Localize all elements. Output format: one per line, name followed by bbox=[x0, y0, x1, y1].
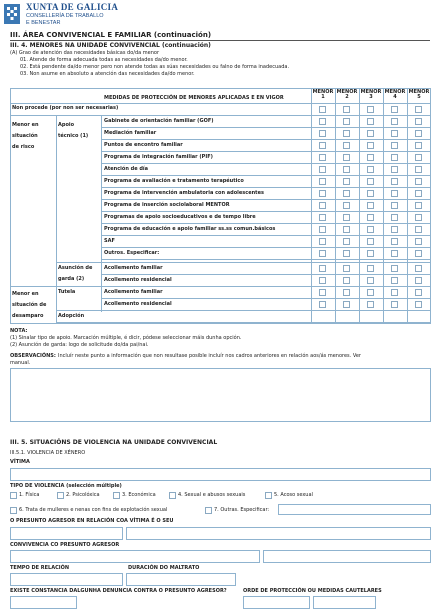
measure-checkbox-menor-5[interactable] bbox=[415, 118, 422, 125]
measure-checkbox-menor-3[interactable] bbox=[367, 238, 374, 245]
apoio-label: Apoio técnico (1) bbox=[58, 122, 89, 139]
col-sep bbox=[311, 88, 312, 103]
row-sep bbox=[10, 103, 431, 104]
measure-checkbox-menor-5[interactable] bbox=[415, 214, 422, 221]
group-sep bbox=[56, 262, 431, 263]
measure-checkbox-menor-1[interactable] bbox=[319, 301, 326, 308]
measure-checkbox-menor-2[interactable] bbox=[343, 301, 350, 308]
measure-checkbox-menor-5[interactable] bbox=[415, 250, 422, 257]
grado-option-3: 03. Non asume en absoluto a atención das necesidades da/do menor. bbox=[20, 71, 195, 77]
measure-checkbox-menor-4[interactable] bbox=[391, 118, 398, 125]
measure-row-label: Acollemento familiar bbox=[104, 264, 163, 271]
measure-checkbox-menor-1[interactable] bbox=[319, 202, 326, 209]
type-2-checkbox[interactable] bbox=[57, 492, 64, 499]
row-sep bbox=[101, 139, 431, 140]
type-4-label: 4. Sexual e abusos sexuais bbox=[178, 492, 246, 498]
agresor-field-2[interactable] bbox=[126, 527, 431, 540]
measure-checkbox-menor-2[interactable] bbox=[343, 202, 350, 209]
non-procede-label: Non procede (por non ser necesarias) bbox=[12, 105, 119, 111]
menor-col-4: MENOR 4 bbox=[384, 89, 406, 100]
type-6-label: 6. Trata de mulleres e nenas con fins de explotación sexual bbox=[19, 507, 168, 513]
row-sep bbox=[101, 310, 431, 311]
victima-label: VÍTIMA bbox=[10, 459, 30, 465]
measure-checkbox-menor-1[interactable] bbox=[319, 190, 326, 197]
non-procede-checkbox-menor-4[interactable] bbox=[391, 106, 398, 113]
measure-row-label: Programa de integración familiar (PIF) bbox=[104, 153, 213, 160]
orde-field-1[interactable] bbox=[243, 596, 310, 609]
row-sep bbox=[101, 163, 431, 164]
observations-label: OBSERVACIÓNS: bbox=[10, 353, 56, 359]
desamparo-label: Menor en situación de desamparo bbox=[12, 291, 47, 319]
measure-checkbox-menor-3[interactable] bbox=[367, 118, 374, 125]
row-sep bbox=[101, 274, 431, 275]
measure-checkbox-menor-1[interactable] bbox=[319, 250, 326, 257]
col-sep bbox=[359, 103, 360, 324]
measure-checkbox-menor-2[interactable] bbox=[343, 226, 350, 233]
measure-checkbox-menor-2[interactable] bbox=[343, 118, 350, 125]
measure-checkbox-menor-4[interactable] bbox=[391, 226, 398, 233]
measure-checkbox-menor-1[interactable] bbox=[319, 277, 326, 284]
tipo-label: TIPO DE VIOLENCIA (selección múltiple) bbox=[10, 483, 122, 489]
measure-checkbox-menor-4[interactable] bbox=[391, 142, 398, 149]
measure-checkbox-menor-3[interactable] bbox=[367, 142, 374, 149]
measure-row-label: Atención de día bbox=[104, 165, 149, 172]
measure-checkbox-menor-4[interactable] bbox=[391, 202, 398, 209]
menor-col-3: MENOR 3 bbox=[360, 89, 382, 100]
type-7-label: 7. Outras. Especificar: bbox=[214, 507, 270, 513]
row-sep bbox=[56, 322, 431, 323]
measure-checkbox-menor-3[interactable] bbox=[367, 130, 374, 137]
measure-checkbox-menor-1[interactable] bbox=[319, 178, 326, 185]
measure-checkbox-menor-4[interactable] bbox=[391, 250, 398, 257]
agresor-label: O PRESUNTO AGRESOR EN RELACIÓN COA VÍTIMA É O SEU bbox=[10, 518, 174, 524]
grado-option-1: 01. Atende de forma adecuada todas as necesidades da/do menor. bbox=[20, 57, 188, 63]
measure-row-label: Programa de avaliación e tratamento terapéutico bbox=[104, 177, 244, 184]
tempo-label: TEMPO DE RELACIÓN bbox=[10, 565, 70, 571]
measure-checkbox-menor-4[interactable] bbox=[391, 154, 398, 161]
measure-checkbox-menor-2[interactable] bbox=[343, 130, 350, 137]
row-sep bbox=[101, 151, 431, 152]
row-sep bbox=[101, 223, 431, 224]
measure-checkbox-menor-2[interactable] bbox=[343, 289, 350, 296]
observations-hint-2: manual. bbox=[10, 360, 31, 366]
measure-checkbox-menor-1[interactable] bbox=[319, 289, 326, 296]
measure-checkbox-menor-4[interactable] bbox=[391, 265, 398, 272]
section-title: III. ÁREA CONVIVENCIAL E FAMILIAR (continuación) bbox=[10, 31, 212, 39]
measure-checkbox-menor-5[interactable] bbox=[415, 226, 422, 233]
row-sep bbox=[10, 115, 431, 116]
row-sep bbox=[101, 127, 431, 128]
non-procede-checkbox-menor-5[interactable] bbox=[415, 106, 422, 113]
col-sep bbox=[335, 103, 336, 324]
row-sep bbox=[101, 211, 431, 212]
measure-checkbox-menor-5[interactable] bbox=[415, 130, 422, 137]
col-sep bbox=[311, 103, 312, 324]
notes-label: NOTA: bbox=[10, 328, 28, 334]
measure-checkbox-menor-1[interactable] bbox=[319, 154, 326, 161]
section35-title: III. 5. SITUACIÓNS DE VIOLENCIA NA UNIDADE CONVIVENCIAL bbox=[10, 439, 218, 446]
measure-row-label: Programa de educación e apoio familiar ss.ss comun.básicos bbox=[104, 225, 276, 232]
denuncia-field[interactable] bbox=[10, 596, 77, 609]
measure-checkbox-menor-1[interactable] bbox=[319, 118, 326, 125]
col-sep bbox=[407, 88, 408, 103]
measure-checkbox-menor-3[interactable] bbox=[367, 214, 374, 221]
grado-option-2: 02. Está pendente da/do menor pero non atende todas as súas necesidades ou falno de forma inadecuada. bbox=[20, 64, 290, 70]
measure-checkbox-menor-3[interactable] bbox=[367, 166, 374, 173]
row-sep bbox=[101, 298, 431, 299]
measure-row-label: Gabinete de orientación familiar (GOF) bbox=[104, 117, 214, 124]
measure-checkbox-menor-2[interactable] bbox=[343, 154, 350, 161]
measure-checkbox-menor-3[interactable] bbox=[367, 277, 374, 284]
orde-label: ORDE DE PROTECCIÓN OU MEDIDAS CAUTELARES bbox=[243, 588, 382, 594]
orde-field-2[interactable] bbox=[313, 596, 376, 609]
type-5-checkbox[interactable] bbox=[265, 492, 272, 499]
note-2: (2) Asunción de garda: logo de solicitude do/da pai/nai. bbox=[10, 342, 149, 348]
row-sep bbox=[101, 259, 431, 260]
col-sep bbox=[56, 115, 57, 324]
type-7-checkbox[interactable] bbox=[205, 507, 212, 514]
col-sep bbox=[359, 88, 360, 103]
type-2-label: 2. Psicolóxica bbox=[66, 492, 100, 498]
measure-row-label: Mediación familiar bbox=[104, 129, 157, 136]
type-5-label: 5. Acoso sexual bbox=[274, 492, 313, 498]
measure-row-label: Programa de intervención ambulatoria con adolescentes bbox=[104, 189, 264, 196]
convivencia-field-1[interactable] bbox=[10, 550, 260, 563]
dept-line-2: E BENESTAR bbox=[26, 20, 61, 26]
measure-checkbox-menor-4[interactable] bbox=[391, 178, 398, 185]
section351-title: III.5.1. VIOLENCIA DE XÉNERO bbox=[10, 450, 86, 456]
convivencia-field-2[interactable] bbox=[263, 550, 431, 563]
measure-checkbox-menor-5[interactable] bbox=[415, 265, 422, 272]
measure-row-label: Programa de inserción sociolaboral MENTOR bbox=[104, 201, 230, 208]
measure-checkbox-menor-4[interactable] bbox=[391, 166, 398, 173]
dept-line-1: CONSELLERÍA DE TRABALLO bbox=[26, 13, 104, 19]
type-6-checkbox[interactable] bbox=[10, 507, 17, 514]
menor-col-5: MENOR 5 bbox=[408, 89, 430, 100]
row-sep bbox=[101, 286, 431, 287]
measure-row-label: Acollemento residencial bbox=[104, 276, 172, 283]
measure-checkbox-menor-5[interactable] bbox=[415, 178, 422, 185]
measure-row-label: Acollemento residencial bbox=[104, 300, 172, 307]
measure-checkbox-menor-5[interactable] bbox=[415, 277, 422, 284]
asuncion-label: Asunción de garda (2) bbox=[58, 265, 93, 282]
subsection-title: III. 4. MENORES NA UNIDADE CONVIVENCIAL (continuación) bbox=[10, 42, 211, 49]
tempo-field[interactable] bbox=[10, 573, 123, 586]
convivencia-label: CONVIVENCIA CO PRESUNTO AGRESOR bbox=[10, 542, 120, 548]
measure-checkbox-menor-2[interactable] bbox=[343, 142, 350, 149]
measure-checkbox-menor-1[interactable] bbox=[319, 166, 326, 173]
measure-row-label: SAF bbox=[104, 237, 115, 244]
denuncia-label: EXISTE CONSTANCIA DALGUNHA DENUNCIA CONTRA O PRESUNTO AGRESOR? bbox=[10, 588, 227, 594]
measure-checkbox-menor-2[interactable] bbox=[343, 214, 350, 221]
measure-row-label: Programas de apoio socioeducativos e de tempo libre bbox=[104, 213, 256, 220]
col-sep bbox=[335, 88, 336, 103]
non-procede-checkbox-menor-2[interactable] bbox=[343, 106, 350, 113]
measure-checkbox-menor-2[interactable] bbox=[343, 178, 350, 185]
tutela-label: Tutela bbox=[58, 289, 76, 295]
measure-checkbox-menor-5[interactable] bbox=[415, 202, 422, 209]
measure-checkbox-menor-4[interactable] bbox=[391, 289, 398, 296]
measures-header: MEDIDAS DE PROTECCIÓN DE MENORES APLICADAS E EN VIGOR bbox=[104, 95, 284, 101]
col-sep bbox=[407, 103, 408, 324]
non-procede-checkbox-menor-3[interactable] bbox=[367, 106, 374, 113]
measure-checkbox-menor-3[interactable] bbox=[367, 301, 374, 308]
xunta-logo-emblem bbox=[3, 2, 21, 26]
col-sep bbox=[383, 88, 384, 103]
type-1-label: 1. Física bbox=[19, 492, 40, 498]
row-sep bbox=[101, 235, 431, 236]
observations-field[interactable] bbox=[10, 368, 431, 422]
header bbox=[0, 0, 439, 30]
measure-checkbox-menor-2[interactable] bbox=[343, 166, 350, 173]
measure-checkbox-menor-3[interactable] bbox=[367, 202, 374, 209]
menor-col-1: MENOR 1 bbox=[312, 89, 334, 100]
duracion-field[interactable] bbox=[126, 573, 236, 586]
note-1: (1) Sinalar tipo de apoio. Marcación múltiple, é dicir, pódese seleccionar máis dunha opción. bbox=[10, 335, 242, 341]
measure-checkbox-menor-5[interactable] bbox=[415, 301, 422, 308]
measure-checkbox-menor-4[interactable] bbox=[391, 214, 398, 221]
type-3-label: 3. Económica bbox=[122, 492, 156, 498]
measure-checkbox-menor-5[interactable] bbox=[415, 154, 422, 161]
duracion-label: DURACIÓN DO MALTRATO bbox=[128, 565, 200, 571]
row-sep bbox=[101, 175, 431, 176]
type-7-specify-field[interactable] bbox=[278, 504, 431, 515]
row-sep bbox=[101, 199, 431, 200]
measure-row-label: Acollemento familiar bbox=[104, 288, 163, 295]
measure-checkbox-menor-2[interactable] bbox=[343, 238, 350, 245]
risk-label: Menor en situación de risco bbox=[12, 122, 39, 150]
measure-checkbox-menor-4[interactable] bbox=[391, 238, 398, 245]
measure-checkbox-menor-4[interactable] bbox=[391, 190, 398, 197]
measure-checkbox-menor-3[interactable] bbox=[367, 154, 374, 161]
measure-checkbox-menor-4[interactable] bbox=[391, 130, 398, 137]
measure-checkbox-menor-2[interactable] bbox=[343, 277, 350, 284]
measure-checkbox-menor-5[interactable] bbox=[415, 238, 422, 245]
type-4-checkbox[interactable] bbox=[169, 492, 176, 499]
row-sep bbox=[101, 187, 431, 188]
grado-label: (A) Grao de atención das necesidades básicas do/da menor bbox=[10, 50, 160, 56]
col-sep bbox=[383, 103, 384, 324]
measure-checkbox-menor-5[interactable] bbox=[415, 142, 422, 149]
measure-checkbox-menor-3[interactable] bbox=[367, 178, 374, 185]
org-name: XUNTA DE GALICIA bbox=[26, 2, 119, 12]
measure-checkbox-menor-3[interactable] bbox=[367, 289, 374, 296]
section-rule bbox=[10, 40, 430, 41]
col-sep bbox=[101, 115, 102, 312]
observations-hint: Incluír neste punto a información que non resultase posible incluír nos cadros anteriores en relación aos/ás menores. Ver bbox=[58, 353, 361, 359]
measure-row-label: Puntos de encontro familiar bbox=[104, 141, 183, 148]
measure-checkbox-menor-1[interactable] bbox=[319, 238, 326, 245]
row-sep bbox=[101, 247, 431, 248]
type-1-checkbox[interactable] bbox=[10, 492, 17, 499]
agresor-field-1[interactable] bbox=[10, 527, 123, 540]
measure-checkbox-menor-1[interactable] bbox=[319, 130, 326, 137]
measure-checkbox-menor-2[interactable] bbox=[343, 190, 350, 197]
measure-checkbox-menor-3[interactable] bbox=[367, 226, 374, 233]
measure-checkbox-menor-3[interactable] bbox=[367, 250, 374, 257]
measure-checkbox-menor-1[interactable] bbox=[319, 142, 326, 149]
measure-checkbox-menor-5[interactable] bbox=[415, 289, 422, 296]
measure-checkbox-menor-4[interactable] bbox=[391, 277, 398, 284]
measure-row-label: Outros. Especificar: bbox=[104, 249, 160, 256]
non-procede-checkbox-menor-1[interactable] bbox=[319, 106, 326, 113]
measure-checkbox-menor-4[interactable] bbox=[391, 301, 398, 308]
measure-checkbox-menor-1[interactable] bbox=[319, 265, 326, 272]
measure-checkbox-menor-2[interactable] bbox=[343, 265, 350, 272]
measure-checkbox-menor-2[interactable] bbox=[343, 250, 350, 257]
measure-checkbox-menor-5[interactable] bbox=[415, 190, 422, 197]
type-3-checkbox[interactable] bbox=[113, 492, 120, 499]
measure-checkbox-menor-5[interactable] bbox=[415, 166, 422, 173]
measure-checkbox-menor-1[interactable] bbox=[319, 214, 326, 221]
adopcion-label: Adopción bbox=[58, 313, 85, 319]
measure-checkbox-menor-1[interactable] bbox=[319, 226, 326, 233]
menor-col-2: MENOR 2 bbox=[336, 89, 358, 100]
measure-checkbox-menor-3[interactable] bbox=[367, 265, 374, 272]
victima-field[interactable] bbox=[10, 468, 431, 481]
measure-checkbox-menor-3[interactable] bbox=[367, 190, 374, 197]
